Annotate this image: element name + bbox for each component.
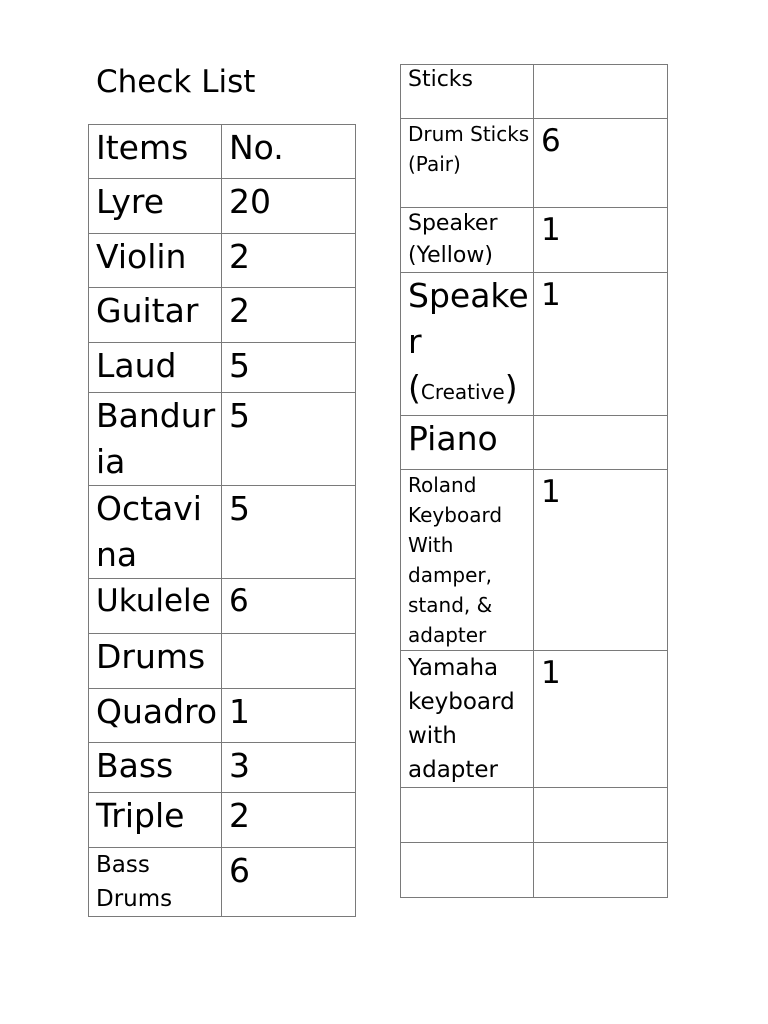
table-row <box>89 743 356 793</box>
item-count <box>534 65 668 119</box>
item-name: Roland Keyboard With damper, stand, & adapter <box>401 470 534 651</box>
item-name: Lyre <box>89 179 222 234</box>
item-count: 2 <box>222 793 356 848</box>
table-row <box>89 486 356 579</box>
table-row <box>401 788 668 843</box>
item-count: 1 <box>534 651 668 788</box>
item-name: Laud <box>89 343 222 393</box>
item-name: Yamaha keyboard with adapter <box>401 651 534 788</box>
item-name: Octavina <box>89 486 222 579</box>
table-row <box>89 634 356 689</box>
item-count: 6 <box>222 579 356 634</box>
item-name: Ukulele <box>89 579 222 634</box>
table-row <box>89 343 356 393</box>
table-row <box>401 208 668 273</box>
table-row <box>401 119 668 208</box>
table-row <box>89 393 356 486</box>
table-row <box>401 65 668 119</box>
item-name: Violin <box>89 234 222 288</box>
item-name: Drum Sticks (Pair) <box>401 119 534 208</box>
item-count: 5 <box>222 393 356 486</box>
table-row <box>89 689 356 743</box>
item-name: Bass <box>89 743 222 793</box>
item-name: Banduria <box>89 393 222 486</box>
item-name-cell: Speaker (Creative) <box>401 273 534 416</box>
item-count: 1 <box>534 470 668 651</box>
page-title: Check List <box>96 64 256 100</box>
table-row <box>401 273 668 416</box>
item-name: Sticks <box>401 65 534 119</box>
table-row <box>89 579 356 634</box>
item-count: 5 <box>222 343 356 393</box>
item-name: Piano <box>401 416 534 470</box>
item-count: 1 <box>222 689 356 743</box>
item-count: 1 <box>534 208 668 273</box>
item-name: Drums <box>89 634 222 689</box>
item-name: Speaker <box>408 276 529 361</box>
item-count: 5 <box>222 486 356 579</box>
table-row <box>89 848 356 917</box>
table-row <box>401 470 668 651</box>
item-count: 6 <box>534 119 668 208</box>
item-count: 2 <box>222 288 356 343</box>
item-count <box>534 788 668 843</box>
header-count: No. <box>222 125 356 179</box>
item-count <box>222 634 356 689</box>
item-count <box>534 416 668 470</box>
header-items: Items <box>89 125 222 179</box>
right-checklist-table <box>400 64 668 898</box>
table-row <box>401 651 668 788</box>
item-name: Quadro <box>89 689 222 743</box>
item-name: Speaker (Yellow) <box>401 208 534 273</box>
item-name <box>401 843 534 898</box>
item-count <box>534 843 668 898</box>
item-count: 1 <box>534 273 668 416</box>
table-row <box>89 793 356 848</box>
table-row <box>401 416 668 470</box>
table-row <box>89 288 356 343</box>
item-name-sub: Creative <box>420 380 505 404</box>
table-row <box>401 843 668 898</box>
table-row <box>89 234 356 288</box>
left-checklist-table <box>88 124 356 917</box>
item-count: 2 <box>222 234 356 288</box>
item-count: 20 <box>222 179 356 234</box>
item-count: 3 <box>222 743 356 793</box>
item-name: Guitar <box>89 288 222 343</box>
table-row <box>89 179 356 234</box>
item-name: Bass Drums <box>89 848 222 917</box>
item-name <box>401 788 534 843</box>
table-header-row <box>89 125 356 179</box>
item-count: 6 <box>222 848 356 917</box>
item-name: Triple <box>89 793 222 848</box>
